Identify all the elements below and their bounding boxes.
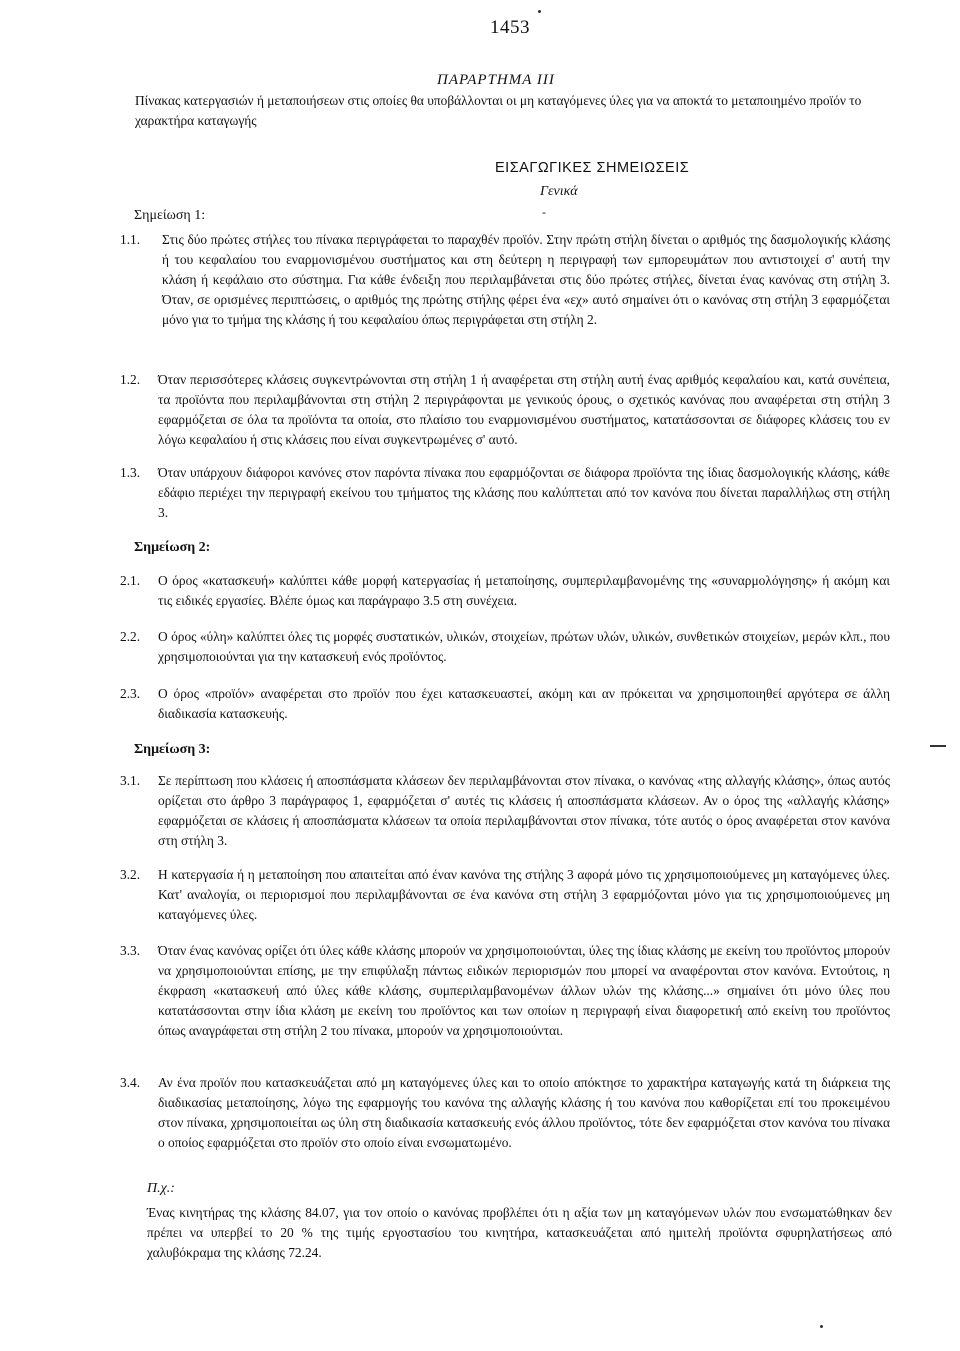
annex-title: ΠΑΡΑΡΤΗΜΑ ΙΙΙ xyxy=(437,72,555,88)
subheading-dash: - xyxy=(542,205,546,219)
paragraph-text: Ο όρος «κατασκευή» καλύπτει κάθε μορφή κατεργασίας ή μεταποίησης, συμπεριλαμβανομένης της «συναρμολόγησης» ή ακόμη και τις ειδικές εργασίες. Βλέπε όμως και παράγραφο 3.5 στη συνέχεια. xyxy=(158,573,890,608)
paragraph-number: 1.2. xyxy=(120,372,141,387)
paragraph-text: Ο όρος «ύλη» καλύπτει όλες τις μορφές συστατικών, υλικών, στοιχείων, πρώτων υλών, υλικών, συνθετικών στοιχείων, μερών κλπ., που χρησιμοποιούνται για την κατασκευή ενός προϊόντος. xyxy=(158,629,890,664)
paragraph-number: 2.1. xyxy=(120,573,141,588)
paragraph-text: Η κατεργασία ή η μεταποίηση που απαιτείται από έναν κανόνα της στήλης 3 αφορά μόνο τις χρησιμοποιούμενες μη καταγόμενες ύλες. Κατ' αναλογία, οι περιορισμοί που περιλαμβάνονται σε ένα κανόνα στη στήλη 3 εφαρμόζονται μόνο για τις χρησιμοποιούμενες μη καταγόμενες ύλες. xyxy=(158,867,890,922)
paragraph-1-3 xyxy=(120,463,890,523)
paragraph-1-2 xyxy=(120,370,890,450)
paragraph-text: Όταν περισσότερες κλάσεις συγκεντρώνονται στη στήλη 1 ή αναφέρεται στη στήλη αυτή ένας αριθμός κεφαλαίου και, κατά συνέπεια, τα προϊόντα που περιλαμβάνονται στη στήλη 2 περιγράφονται με γενικούς όρους, ο σχετικός κανόνας που αναφέρεται στη στήλη 3 εφαρμόζεται σε όλα τα προϊόντα τα οποία, στο πλαίσιο του εναρμονισμένου συστήματος, κατατάσσονται σε διάφορες κλάσεις του εν λόγω κεφαλαίου ή στις κλάσεις που είναι συγκεντρωμένες σ' αυτό. xyxy=(158,372,890,447)
scan-mark xyxy=(930,745,946,747)
note-3-label: Σημείωση 3: xyxy=(134,742,211,757)
section-heading: ΕΙΣΑΓΩΓΙΚΕΣ ΣΗΜΕΙΩΣΕΙΣ xyxy=(495,160,690,176)
section-subheading: Γενικά xyxy=(540,184,578,199)
paragraph-text: Ο όρος «προϊόν» αναφέρεται στο προϊόν που έχει κατασκευαστεί, ακόμη και αν πρόκειται να χρησιμοποιηθεί αργότερα σε άλλη διαδικασία κατασκευής. xyxy=(158,686,890,721)
note-2-label: Σημείωση 2: xyxy=(134,540,211,555)
paragraph-text: Όταν υπάρχουν διάφοροι κανόνες στον παρόντα πίνακα που εφαρμόζονται σε διάφορα προϊόντα της ίδιας δασμολογικής κλάσης, κάθε εδάφιο περιέχει την περιγραφή εκείνου του τμήματος της κλάσης που καλύπτεται από τον κανόνα που δίνεται παραλλήλως στη στήλη 3. xyxy=(158,465,890,520)
example-text: Ένας κινητήρας της κλάσης 84.07, για τον οποίο ο κανόνας προβλέπει ότι η αξία των μη καταγόμενων υλών που ενσωματώθηκαν δεν πρέπει να υπερβεί το 20 % της τιμής εργοστασίου του κινητήρα, κατασκευάζεται από ημιτελή προϊόντα σφυρηλατήσεως από χαλυβόκραμα της κλάσης 72.24. xyxy=(147,1205,892,1260)
paragraph-number: 3.3. xyxy=(120,943,141,958)
paragraph-text: Στις δύο πρώτες στήλες του πίνακα περιγράφεται το παραχθέν προϊόν. Στην πρώτη στήλη δίνεται ο αριθμός της δασμολογικής κλάσης ή του κεφαλαίου του εναρμονισμένου συστήματος και στη δεύτερη η περιγραφή των εμπορευμάτων που αντιστοιχεί σ' αυτή την κλάση ή κεφάλαιο στο σύστημα. Για κάθε ένδειξη που περιλαμβάνεται στις δύο πρώτες στήλες, δίνεται ένας κανόνας στη στήλη 3. Όταν, σε ορισμένες περιπτώσεις, ο αριθμός της πρώτης στήλης φέρει ένα «εχ» αυτό σημαίνει ότι ο κανόνας στη στήλη 3 εφαρμόζεται μόνο για το τμήμα της κλάσης ή του κεφαλαίου όπως περιγράφεται στη στήλη 2. xyxy=(162,232,890,327)
paragraph-number: 3.2. xyxy=(120,867,141,882)
paragraph-3-4 xyxy=(120,1073,890,1153)
scan-speck xyxy=(820,1325,823,1328)
paragraph-text: Όταν ένας κανόνας ορίζει ότι ύλες κάθε κλάσης μπορούν να χρησιμοποιούνται, ύλες της ίδιας κλάσης με εκείνη του προϊόντος μπορούν να χρησιμοποιούνται επίσης, με την επιφύλαξη πάντως ειδικών περιορισμών που μπορεί να αναφέρονται στον κανόνα. Εντούτοις, η έκφραση «κατασκευή από ύλες κάθε κλάσης, συμπεριλαμβανομένων άλλων υλών της κλάσης...» σημαίνει ότι μόνο ύλες που κατατάσσονται στην ίδια κλάση με εκείνη του προϊόντος και των οποίων η περιγραφή είναι διαφορετική από εκείνη του προϊόντος όπως αναγράφεται στη στήλη 2 του πίνακα, μπορούν να χρησιμοποιούνται. xyxy=(158,943,890,1038)
note-1-label: Σημείωση 1: xyxy=(134,208,206,223)
page-number: 1453 xyxy=(490,17,530,38)
scan-speck xyxy=(538,10,541,13)
paragraph-text: Σε περίπτωση που κλάσεις ή αποσπάσματα κλάσεων δεν περιλαμβάνονται στον πίνακα, ο κανόνας «της αλλαγής κλάσης», όπως αυτός ορίζεται στο άρθρο 3 παράγραφος 1, εφαρμόζεται σ' αυτές τις κλάσεις ή αποσπάσματα κλάσεων. Αν ο όρος της «αλλαγής κλάσης» εφαρμόζεται σε κλάσεις ή αποσπάσματα κλάσεων τα οποία περιλαμβάνονται στον πίνακα, τότε αυτός ο όρος αναφέρεται στον κανόνα στη στήλη 3. xyxy=(158,773,890,848)
paragraph-text: Αν ένα προϊόν που κατασκευάζεται από μη καταγόμενες ύλες και το οποίο απόκτησε το χαρακτήρα καταγωγής κατά τη διάρκεια της διαδικασίας μεταποίησης, λόγω της εφαρμογής του κανόνα της αλλαγής κλάσης ή του κανόνα που καθορίζεται επί του προκειμένου στον πίνακα, χρησιμοποιείται ως ύλη στη διαδικασία κατασκευής ενός άλλου προϊόντος, τότε δεν εφαρμόζεται στον κανόνα του πίνακα ο οποίος εφαρμόζεται στο προϊόν στο οποίο είναι ενσωματωμένο. xyxy=(158,1075,890,1150)
paragraph-number: 3.1. xyxy=(120,773,141,788)
paragraph-3-2 xyxy=(120,865,890,925)
paragraph-2-2 xyxy=(120,627,890,667)
paragraph-number: 2.3. xyxy=(120,686,141,701)
paragraph-2-3 xyxy=(120,684,890,724)
paragraph-number: 2.2. xyxy=(120,629,141,644)
paragraph-1-1 xyxy=(120,230,890,330)
paragraph-number: 1.3. xyxy=(120,465,141,480)
paragraph-3-3 xyxy=(120,941,890,1041)
paragraph-3-1 xyxy=(120,771,890,851)
paragraph-2-1 xyxy=(120,571,890,611)
intro-caption: Πίνακας κατεργασιών ή μεταποιήσεων στις οποίες θα υποβάλλονται οι μη καταγόμενες ύλες για να αποκτά το μεταποιημένο προϊόν το χαρακτήρα καταγωγής xyxy=(135,93,862,128)
example-label: Π.χ.: xyxy=(147,1181,175,1196)
paragraph-number: 1.1. xyxy=(120,232,141,247)
paragraph-number: 3.4. xyxy=(120,1075,141,1090)
